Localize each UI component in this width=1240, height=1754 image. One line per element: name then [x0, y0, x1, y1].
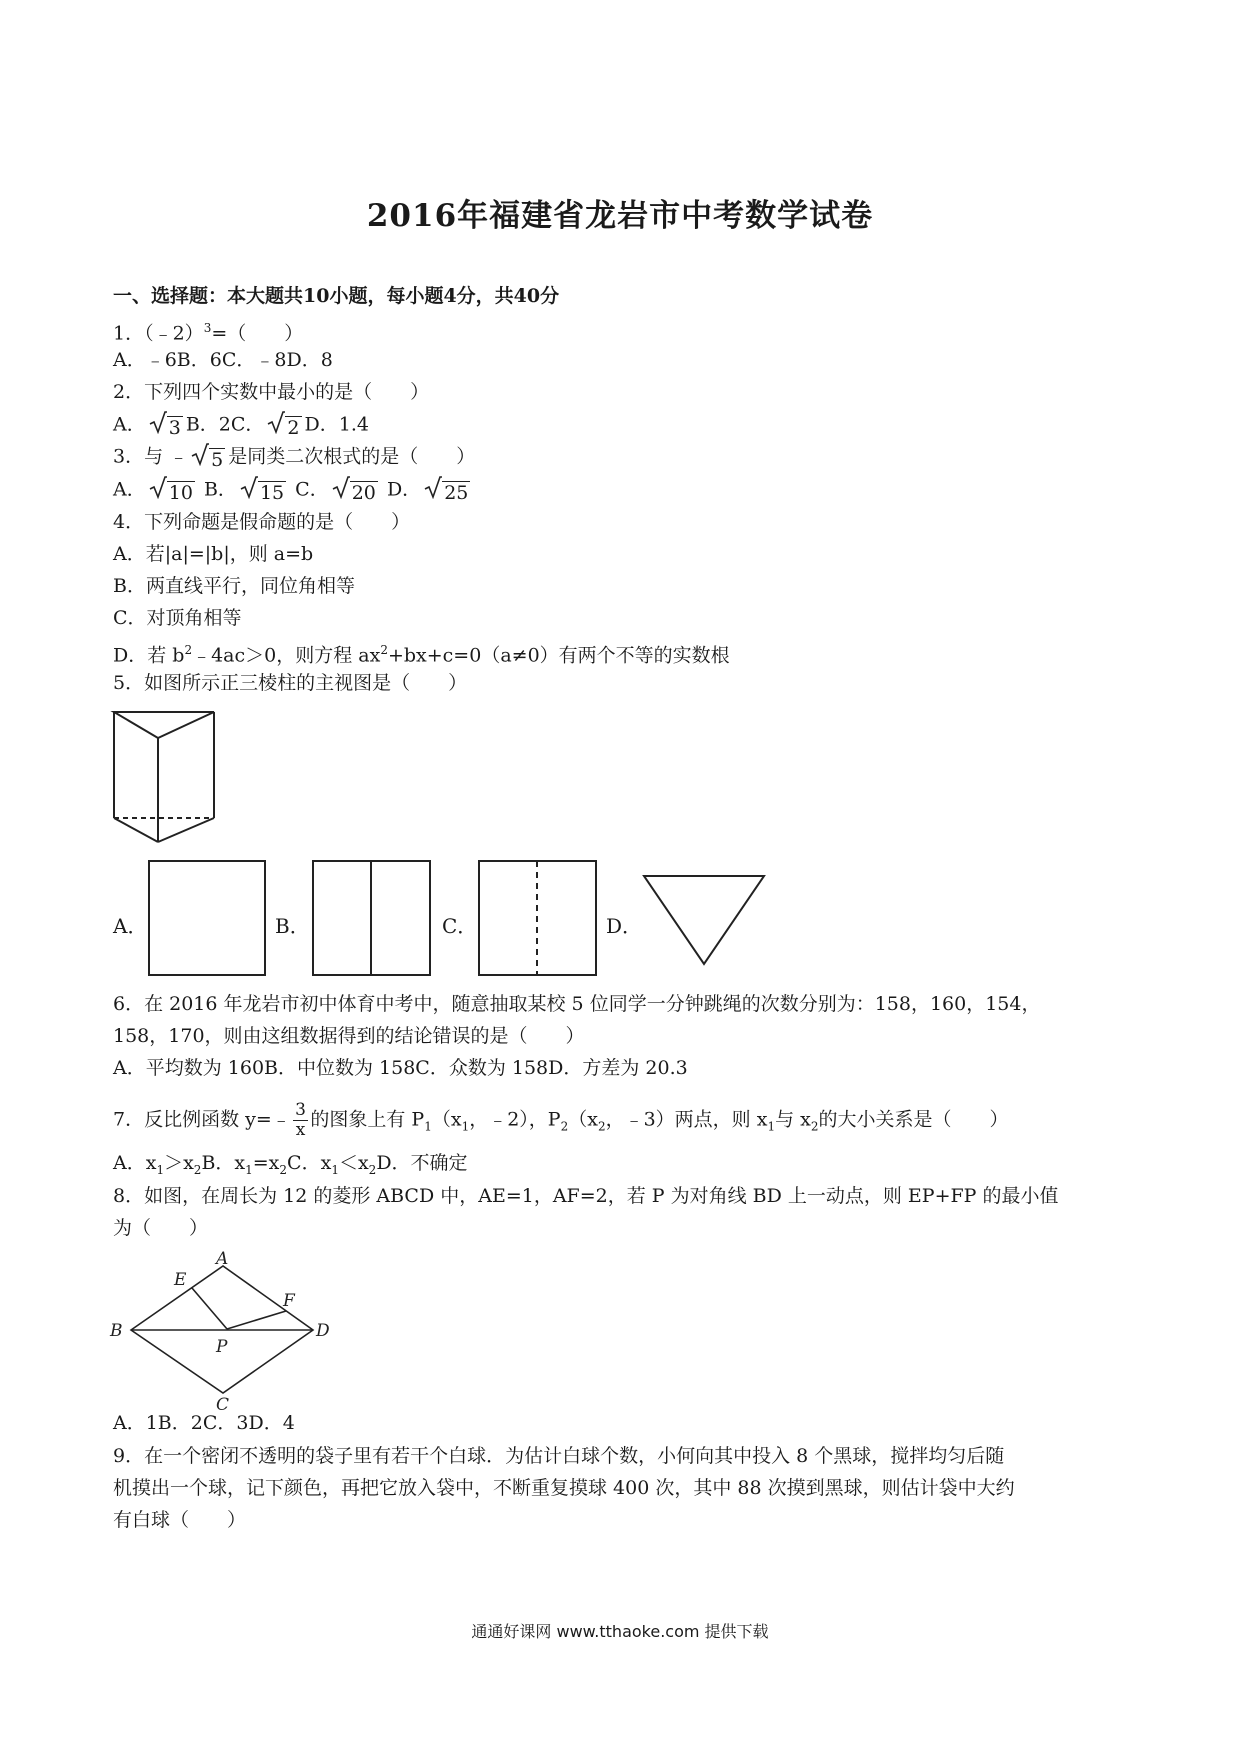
question-4-option-a: A．若|a|=|b|，则 a=b: [113, 543, 314, 565]
fraction-3-over-x: $\frac{3}{x}$: [293, 1101, 309, 1140]
question-8-stem-line1: 8．如图，在周长为 12 的菱形 ABCD 中，AE=1，AF=2，若 P 为对角线 BD 上一动点，则 EP+FP 的最小值: [113, 1185, 1059, 1207]
option-a-square-figure: [148, 860, 266, 978]
question-1-stem: 1．（﹣2）$^3$=（ ）: [113, 321, 304, 345]
point-label-p: P: [216, 1337, 228, 1357]
question-2-stem: 2．下列四个实数中最小的是（ ）: [113, 381, 430, 403]
sqrt-symbol: 25: [424, 475, 470, 506]
question-5-stem: 5．如图所示正三棱柱的主视图是（ ）: [113, 672, 468, 694]
question-4-option-d: D．若 $b^2﹣4ac>0$，则方程 $ax^2+bx+c=0(a\ne 0)$有两个不等的实数根: [113, 643, 730, 667]
triangular-prism-figure: [110, 708, 220, 846]
sqrt-symbol: 2: [267, 410, 301, 441]
option-d-inverted-triangle-figure: [642, 874, 766, 966]
question-9-stem-line2: 机摸出一个球，记下颜色，再把它放入袋中，不断重复摸球 400 次，其中 88 次摸到黑球，则估计袋中大约: [113, 1477, 1015, 1499]
point-label-d: D: [316, 1321, 330, 1341]
question-4-option-b: B．两直线平行，同位角相等: [113, 575, 355, 597]
point-label-c: C: [216, 1395, 230, 1410]
question-3-stem: 3．与 ﹣ 5 是同类二次根式的是（ ）: [113, 442, 475, 473]
question-6-options: A．平均数为 160B．中位数为 158C．众数为 158D．方差为 20.3: [113, 1057, 688, 1079]
point-label-b: B: [110, 1321, 123, 1341]
sqrt-symbol: 15: [240, 475, 286, 506]
page-title: 2016年福建省龙岩市中考数学试卷: [366, 198, 874, 234]
question-8-options: A．1B．2C．3D．4: [113, 1412, 295, 1434]
question-6-stem-line2: 158，170，则由这组数据得到的结论错误的是（ ）: [113, 1025, 585, 1047]
question-6-stem-line1: 6．在 2016 年龙岩市初中体育中考中，随意抽取某校 5 位同学一分钟跳绳的次数分别为：158，160，154，: [113, 993, 1041, 1015]
option-c-rectangle-dashed-line-figure: [478, 860, 598, 978]
question-5-option-d-label: D．: [606, 914, 643, 938]
question-8-stem-line2: 为（ ）: [113, 1217, 209, 1239]
question-5-option-a-label: A．: [113, 914, 148, 938]
sqrt-symbol: 10: [149, 475, 195, 506]
question-5-option-c-label: C．: [442, 914, 478, 938]
point-label-a: A: [216, 1250, 229, 1269]
option-b-rectangle-solid-line-figure: [312, 860, 432, 978]
question-4-option-c: C．对顶角相等: [113, 607, 242, 629]
question-9-stem-line1: 9．在一个密闭不透明的袋子里有若干个白球．为估计白球个数，小何向其中投入 8 个黑球，搅拌均匀后随: [113, 1445, 1005, 1467]
question-7-options: A．$x_1>x_2B$．$x_1=x_2C$．$x_1<x_2D$．不确定: [113, 1152, 468, 1177]
question-4-stem: 4．下列命题是假命题的是（ ）: [113, 511, 411, 533]
question-9-stem-line3: 有白球（ ）: [113, 1509, 247, 1531]
question-1-options: A．﹣6B．6C．﹣8D．8: [113, 349, 333, 371]
question-7-stem: 7．反比例函数 y=﹣ $\frac{3}{x}$ 的图象上有 $P_1(x_1$，﹣2），$P_2(x_2$，﹣3）两点，则 $x_1$与 $x_2$的大小关系是（ ）: [113, 1100, 1009, 1140]
sqrt-symbol: 20: [332, 475, 378, 506]
sqrt-symbol: 5: [191, 442, 225, 473]
rhombus-abcd-figure: [108, 1250, 338, 1410]
section-heading: 一、选择题：本大题共10小题，每小题4分，共40分: [113, 285, 560, 307]
sqrt-symbol: 3: [149, 410, 183, 441]
point-label-f: F: [283, 1291, 295, 1311]
question-5-option-b-label: B．: [275, 914, 310, 938]
footer-source: 通通好课网 www.tthaoke.com 提供下载: [471, 1622, 769, 1641]
question-3-options: A． 10 B． 15 C． 20 D． 25: [113, 475, 473, 506]
point-label-e: E: [174, 1270, 187, 1290]
question-2-options: A． 3 B．2C． 2 D．1.4: [113, 410, 369, 441]
